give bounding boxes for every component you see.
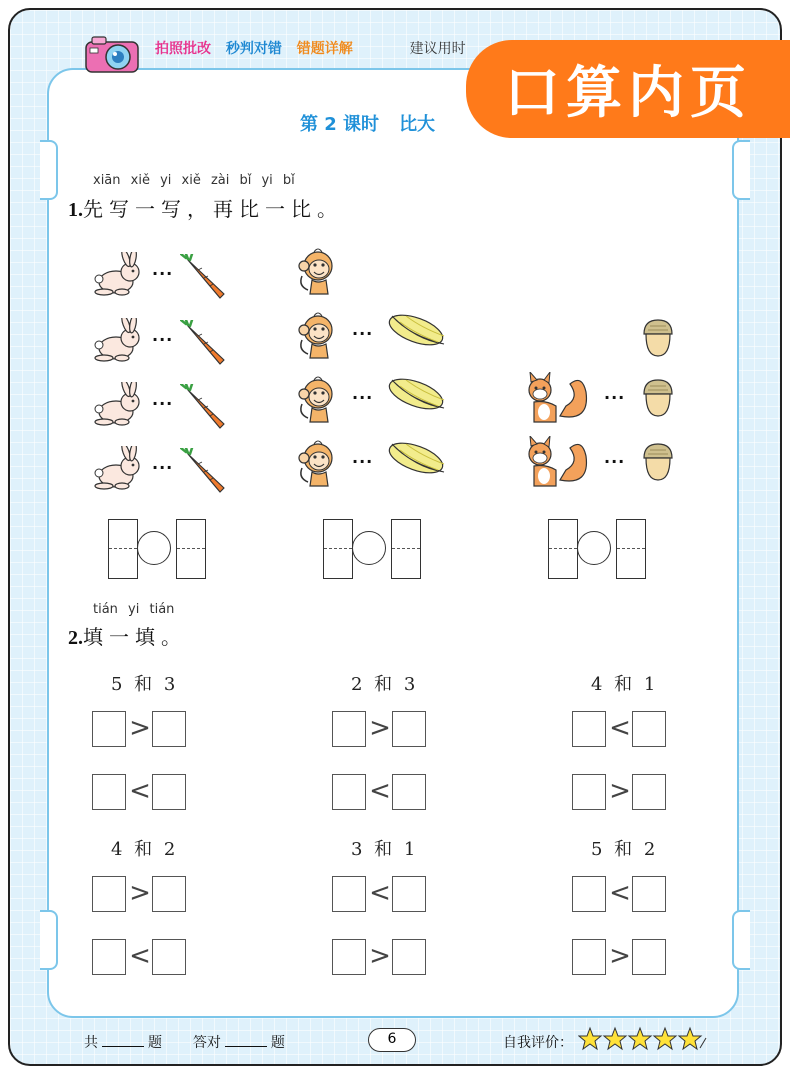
correct-blank[interactable] <box>225 1046 267 1047</box>
carrot-icon <box>180 254 228 302</box>
answer-box[interactable] <box>392 711 426 747</box>
suggested-time: 建议用时 <box>409 41 466 57</box>
banner-label: 口算内页 <box>466 40 790 138</box>
star-icon <box>604 1028 626 1049</box>
corn-icon <box>386 374 452 424</box>
inequality-row <box>92 939 188 975</box>
dots: ··· <box>352 452 374 471</box>
inequality-sign: > <box>369 713 391 743</box>
correct-prefix: 答对 <box>192 1035 221 1051</box>
carrot-icon <box>180 320 228 368</box>
compare-box-squirrel-acorn[interactable] <box>548 519 636 579</box>
acorn-icon <box>640 442 676 482</box>
page-number: 6 <box>368 1028 416 1052</box>
count-box-left[interactable] <box>108 519 138 579</box>
inequality-sign: < <box>609 713 631 743</box>
answer-box[interactable] <box>392 876 426 912</box>
q1-text: 先写一写，再比一比。 <box>83 197 343 221</box>
count-box-left[interactable] <box>548 519 578 579</box>
answer-box[interactable] <box>572 876 606 912</box>
compare-circle[interactable] <box>352 531 386 565</box>
answer-box[interactable] <box>392 939 426 975</box>
inequality-row <box>332 711 428 747</box>
inequality-row <box>572 876 668 912</box>
compare-circle[interactable] <box>137 531 171 565</box>
answer-box[interactable] <box>152 711 186 747</box>
compare-box-monkey-corn[interactable] <box>323 519 411 579</box>
dots: ··· <box>352 388 374 407</box>
rabbit-icon <box>88 382 144 430</box>
corn-icon <box>386 438 452 488</box>
q2-pinyin: tián yi tián <box>93 602 175 617</box>
count-box-right[interactable] <box>391 519 421 579</box>
inequality-row <box>332 876 428 912</box>
number-pair: 3 和 1 <box>351 839 419 860</box>
total-prefix: 共 <box>84 1035 98 1051</box>
q1-number: 1. <box>68 199 83 221</box>
star-icon <box>579 1028 601 1049</box>
lesson-number: 第 2 课时 <box>300 114 380 135</box>
inequality-sign: > <box>129 713 151 743</box>
dots: ··· <box>152 264 174 283</box>
answer-box[interactable] <box>632 774 666 810</box>
side-tab-right-bottom <box>732 910 750 970</box>
answer-box[interactable] <box>92 876 126 912</box>
number-pair: 2 和 3 <box>351 674 419 695</box>
rabbit-icon <box>88 446 144 494</box>
star-icon <box>679 1028 701 1049</box>
inequality-sign: > <box>609 776 631 806</box>
monkey-icon <box>296 306 342 362</box>
number-pair: 4 和 2 <box>111 839 179 860</box>
dots: ··· <box>352 324 374 343</box>
inequality-row <box>332 939 428 975</box>
answer-box[interactable] <box>152 774 186 810</box>
top-feature-bar <box>155 38 476 58</box>
compare-box-rabbit-carrot[interactable] <box>108 519 196 579</box>
side-tab-right-top <box>732 140 750 200</box>
answer-box[interactable] <box>572 774 606 810</box>
lesson-title <box>300 110 435 136</box>
answer-box[interactable] <box>332 711 366 747</box>
correct-suffix: 题 <box>270 1035 285 1051</box>
answer-box[interactable] <box>92 711 126 747</box>
q2-text: 填一填。 <box>83 625 187 649</box>
dots: ··· <box>604 452 626 471</box>
total-suffix: 题 <box>148 1035 162 1051</box>
dots: ··· <box>604 388 626 407</box>
total-blank[interactable] <box>102 1046 144 1047</box>
monkey-icon <box>296 242 342 298</box>
side-tab-left-top <box>40 140 58 200</box>
camera-icon <box>84 34 140 74</box>
answer-box[interactable] <box>392 774 426 810</box>
dots: ··· <box>152 330 174 349</box>
inequality-sign: > <box>129 878 151 908</box>
acorn-icon <box>640 378 676 418</box>
monkey-icon <box>296 370 342 426</box>
inequality-sign: > <box>369 941 391 971</box>
acorn-icon <box>640 318 676 358</box>
number-pair: 5 和 2 <box>591 839 659 860</box>
q1-title <box>68 193 343 222</box>
number-pair: 4 和 1 <box>591 674 659 695</box>
tag-error-explain: 错题详解 <box>296 41 353 57</box>
rabbit-icon <box>88 318 144 366</box>
number-pair: 5 和 3 <box>111 674 179 695</box>
side-tab-left-bottom <box>40 910 58 970</box>
inequality-sign: > <box>609 941 631 971</box>
q2-number: 2. <box>68 627 83 649</box>
squirrel-icon <box>520 372 592 424</box>
answer-box[interactable] <box>152 876 186 912</box>
inequality-sign: < <box>609 878 631 908</box>
answer-box[interactable] <box>572 711 606 747</box>
answer-box[interactable] <box>332 876 366 912</box>
inequality-row <box>92 876 188 912</box>
carrot-icon <box>180 448 228 496</box>
corn-icon <box>386 310 452 360</box>
score-summary <box>84 1032 285 1052</box>
dots: ··· <box>152 394 174 413</box>
inequality-row <box>92 711 188 747</box>
inequality-sign: < <box>369 776 391 806</box>
inequality-sign: < <box>369 878 391 908</box>
compare-circle[interactable] <box>577 531 611 565</box>
squirrel-icon <box>520 436 592 488</box>
dots: ··· <box>152 458 174 477</box>
answer-box[interactable] <box>332 939 366 975</box>
rating-stars[interactable] <box>578 1026 708 1054</box>
star-icon <box>629 1028 651 1049</box>
answer-box[interactable] <box>632 939 666 975</box>
lesson-name: 比大 <box>399 114 436 135</box>
answer-box[interactable] <box>92 774 126 810</box>
inequality-row <box>572 939 668 975</box>
self-eval-label: 自我评价： <box>503 1035 573 1051</box>
inequality-sign: < <box>129 941 151 971</box>
answer-box[interactable] <box>632 711 666 747</box>
answer-box[interactable] <box>332 774 366 810</box>
carrot-icon <box>180 384 228 432</box>
answer-box[interactable] <box>572 939 606 975</box>
inequality-row <box>92 774 188 810</box>
tag-instant-check: 秒判对错 <box>225 41 282 57</box>
answer-box[interactable] <box>632 876 666 912</box>
tag-photo-grading: 拍照批改 <box>155 41 211 57</box>
monkey-icon <box>296 434 342 490</box>
count-box-right[interactable] <box>616 519 646 579</box>
answer-box[interactable] <box>92 939 126 975</box>
q2-title <box>68 621 187 650</box>
inequality-row <box>332 774 428 810</box>
count-box-left[interactable] <box>323 519 353 579</box>
inequality-row <box>572 711 668 747</box>
inequality-sign: < <box>129 776 151 806</box>
inequality-row <box>572 774 668 810</box>
rabbit-icon <box>88 252 144 300</box>
star-icon <box>654 1028 676 1049</box>
q1-pinyin: xiān xiě yi xiě zài bǐ yi bǐ <box>93 173 295 188</box>
answer-box[interactable] <box>152 939 186 975</box>
count-box-right[interactable] <box>176 519 206 579</box>
